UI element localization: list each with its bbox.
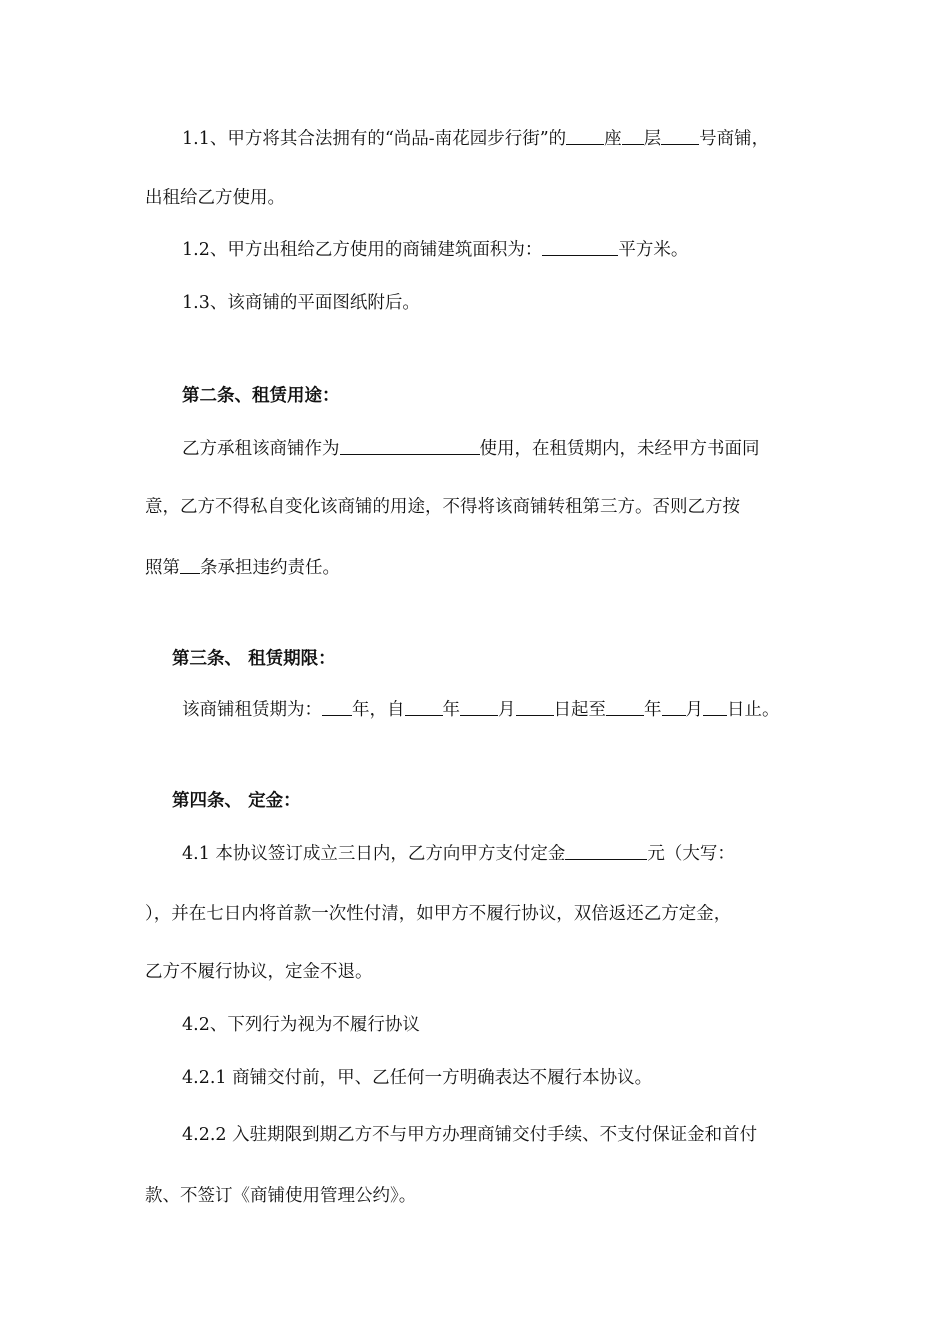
clause-4-2-2-cont: 款、不签订《商铺使用管理公约》。 xyxy=(145,1186,417,1206)
clause-4-1 xyxy=(182,842,735,866)
clause-text: 4.1 本协议签订成立三日内，乙方向甲方支付定金 xyxy=(182,844,566,864)
clause-text: 使用，在租赁期内，未经甲方书面同 xyxy=(479,439,760,459)
blank-unit xyxy=(661,127,699,145)
article-4-heading: 第四条、 定金： xyxy=(172,791,301,811)
blank-start-day xyxy=(516,698,554,716)
clause-1-1-cont: 出租给乙方使用。 xyxy=(145,188,285,208)
blank-end-month xyxy=(662,698,686,716)
blank-years xyxy=(322,698,352,716)
clause-text: 1.1、甲方将其合法拥有的“尚品-南花园步行街”的 xyxy=(182,129,567,149)
clause-text: 年 xyxy=(442,700,460,720)
blank-area xyxy=(542,238,618,256)
clause-text: 层 xyxy=(643,129,662,149)
clause-text: 条承担违约责任。 xyxy=(200,558,340,578)
clause-1-3: 1.3、该商铺的平面图纸附后。 xyxy=(182,293,420,313)
article-2-line-3 xyxy=(145,556,340,580)
blank-purpose xyxy=(340,437,480,455)
blank-end-day xyxy=(703,698,727,716)
clause-4-2-1: 4.2.1 商铺交付前，甲、乙任何一方明确表达不履行本协议。 xyxy=(182,1068,653,1088)
clause-text: 月 xyxy=(498,700,516,720)
clause-text: 日止。 xyxy=(727,700,780,720)
clause-text: 乙方承租该商铺作为 xyxy=(182,439,340,459)
clause-text: 照第 xyxy=(145,558,180,578)
clause-1-1 xyxy=(182,127,769,151)
clause-4-1-line-3: 乙方不履行协议，定金不退。 xyxy=(145,962,373,982)
clause-text: 日起至 xyxy=(553,700,606,720)
article-2-heading: 第二条、租赁用途： xyxy=(182,386,340,406)
clause-text: 1.2、甲方出租给乙方使用的商铺建筑面积为： xyxy=(182,240,543,260)
clause-text: 元（大写： xyxy=(647,844,735,864)
clause-text: 号商铺， xyxy=(699,129,770,149)
article-2-line-2: 意，乙方不得私自变化该商铺的用途，不得将该商铺转租第三方。否则乙方按 xyxy=(145,497,740,517)
blank-end-year xyxy=(606,698,644,716)
clause-4-1-line-2: ），并在七日内将首款一次性付清，如甲方不履行协议，双倍返还乙方定金， xyxy=(145,904,732,924)
blank-deposit xyxy=(565,842,647,860)
clause-4-2: 4.2、下列行为视为不履行协议 xyxy=(182,1015,420,1035)
article-2-line-1 xyxy=(182,437,760,461)
clause-text: 年 xyxy=(644,700,662,720)
clause-1-2 xyxy=(182,238,688,262)
clause-text: 年，自 xyxy=(352,700,405,720)
clause-text: 月 xyxy=(685,700,703,720)
blank-start-month xyxy=(460,698,498,716)
blank-start-year xyxy=(405,698,443,716)
clause-text: 该商铺租赁期为： xyxy=(182,700,322,720)
blank-floor xyxy=(622,127,644,145)
blank-building xyxy=(566,127,604,145)
clause-4-2-2: 4.2.2 入驻期限到期乙方不与甲方办理商铺交付手续、不支付保证金和首付 xyxy=(182,1125,758,1145)
clause-text: 平方米。 xyxy=(618,240,689,260)
blank-article-number xyxy=(180,556,200,574)
article-3-heading: 第三条、 租赁期限： xyxy=(172,649,336,669)
article-3-term xyxy=(182,698,780,722)
clause-text: 座 xyxy=(604,129,622,149)
